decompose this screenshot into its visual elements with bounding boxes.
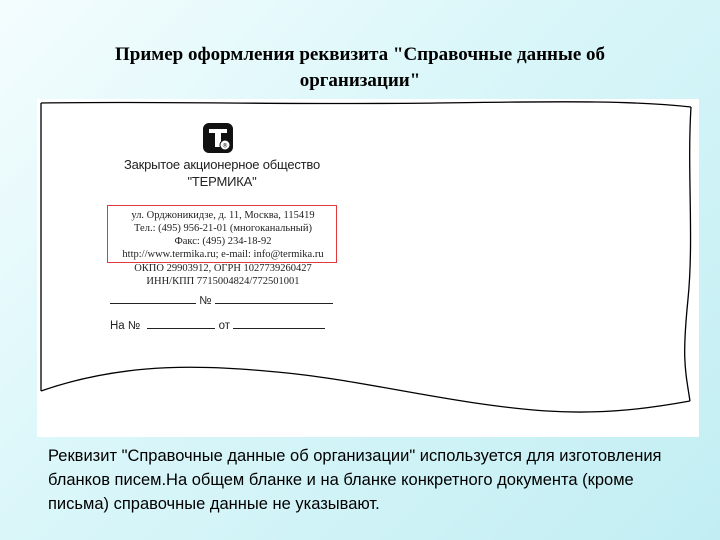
- termika-logo-icon: [203, 123, 233, 153]
- slide-title-line-2: организации": [299, 70, 421, 91]
- ref-from: от: [218, 320, 231, 332]
- web-email-line: http://www.termika.ru; e-mail: info@termika.ru: [122, 249, 324, 260]
- org-name: "ТЕРМИКА": [187, 174, 257, 189]
- okpo-ogrn-line: ОКПО 29903912, ОГРН 1027739260427: [134, 263, 312, 274]
- slide-title-line-1: Пример оформления реквизита "Справочные данные об: [114, 44, 606, 65]
- svg-text:®: ®: [222, 142, 228, 150]
- fax-line: Факс: (495) 234-18-92: [174, 236, 272, 247]
- ref-prefix: На №: [110, 320, 141, 332]
- phone-line: Тел.: (495) 956-21-01 (многоканальный): [134, 223, 312, 234]
- address-line: ул. Орджоникидзе, д. 11, Москва, 115419: [131, 210, 315, 221]
- org-type: Закрытое акционерное общество: [123, 157, 321, 172]
- inn-kpp-line: ИНН/КПП 7715004824/772501001: [146, 276, 300, 287]
- letterhead-sample: [37, 99, 699, 437]
- number-sign: №: [199, 295, 212, 307]
- outgoing-number-field: [110, 292, 333, 307]
- caption-text: Реквизит "Справочные данные об организации" используется для изготовления бланков писем.На общем бланке и на бланке конкретного документа (кроме письма) справочные данные не указывают.: [48, 447, 662, 513]
- reference-field: [110, 317, 325, 332]
- slide-title: [60, 42, 660, 94]
